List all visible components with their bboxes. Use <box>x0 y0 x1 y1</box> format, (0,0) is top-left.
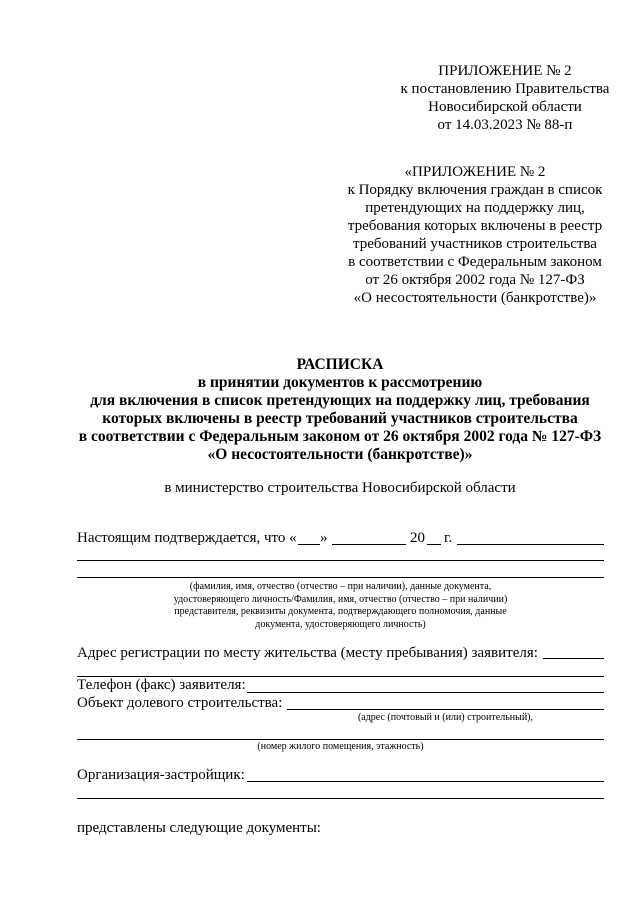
appendix-2-line-1: «ПРИЛОЖЕНИЕ № 2 <box>404 164 546 180</box>
appendix-2-line-8: «О несостоятельности (банкротстве)» <box>353 290 597 306</box>
address-blank-inline[interactable] <box>543 658 604 659</box>
person-line-1[interactable] <box>77 560 604 561</box>
title-line-2: в принятии документов к рассмотрению <box>197 374 483 391</box>
year-suffix: г. <box>444 530 453 546</box>
ministry-line: в министерство строительства Новосибирской области <box>164 480 516 496</box>
developer-label: Организация-застройщик: <box>77 767 245 783</box>
phone-blank[interactable] <box>247 692 604 693</box>
documents-label: представлены следующие документы: <box>77 820 321 836</box>
month-blank[interactable] <box>332 544 406 545</box>
object-hint: (адрес (почтовый и (или) строительный), <box>357 712 534 723</box>
person-hint-line-2: удостоверяющего личность/Фамилия, имя, отчество (отчество – при наличии) <box>173 593 508 605</box>
address-label: Адрес регистрации по месту жительства (месту пребывания) заявителя: <box>77 645 538 661</box>
person-hint <box>77 581 604 631</box>
person-hint-line-1: (фамилия, имя, отчество (отчество – при наличии), данные документа, <box>189 581 492 592</box>
appendix-1-line-4: от 14.03.2023 № 88-п <box>437 117 573 133</box>
person-line-2[interactable] <box>77 577 604 578</box>
day-blank[interactable] <box>298 544 320 545</box>
appendix-2-line-7: от 26 октября 2002 года № 127-ФЗ <box>365 272 585 288</box>
developer-line-2[interactable] <box>77 798 604 799</box>
person-hint-line-4: документа, удостоверяющего личность) <box>255 618 426 630</box>
appendix-2-block <box>330 163 620 307</box>
developer-blank[interactable] <box>247 781 604 782</box>
title-line-4: которых включены в реестр требований участников строительства <box>102 410 578 427</box>
appendix-2-line-4: требования которых включены в реестр <box>347 218 603 234</box>
appendix-1-block <box>390 62 620 134</box>
document-title <box>60 356 620 464</box>
appendix-2-line-5: требований участников строительства <box>353 236 597 252</box>
appendix-2-line-2: к Порядку включения граждан в список <box>347 182 603 198</box>
appendix-1-line-3: Новосибирской области <box>428 99 582 115</box>
title-line-5: в соответствии с Федеральным законом от 26 октября 2002 года № 127-ФЗ <box>78 428 602 445</box>
confirm-label: Настоящим подтверждается, что « <box>77 530 297 546</box>
object-label: Объект долевого строительства: <box>77 695 283 711</box>
person-hint-line-3: представителя, реквизиты документа, подтверждающего полномочия, данные <box>174 606 507 617</box>
confirm-tail-blank[interactable] <box>457 544 604 545</box>
appendix-1-line-1: ПРИЛОЖЕНИЕ № 2 <box>438 63 572 79</box>
confirm-quote-close: » <box>320 530 328 546</box>
room-line[interactable] <box>77 739 604 740</box>
appendix-2-line-3: претендующих на поддержку лиц, <box>365 200 585 216</box>
appendix-1-line-2: к постановлению Правительства <box>400 81 610 97</box>
phone-label: Телефон (факс) заявителя: <box>77 677 246 693</box>
title-line-1: РАСПИСКА <box>296 356 384 373</box>
appendix-2-line-6: в соответствии с Федеральным законом <box>348 254 602 270</box>
title-line-3: для включения в список претендующих на поддержку лиц, требования <box>90 392 590 409</box>
object-blank[interactable] <box>287 709 604 710</box>
title-line-6: «О несостоятельности (банкротстве)» <box>207 446 473 463</box>
year-prefix: 20 <box>410 530 425 546</box>
year-blank[interactable] <box>427 544 441 545</box>
room-hint: (номер жилого помещения, этажность) <box>257 741 424 752</box>
